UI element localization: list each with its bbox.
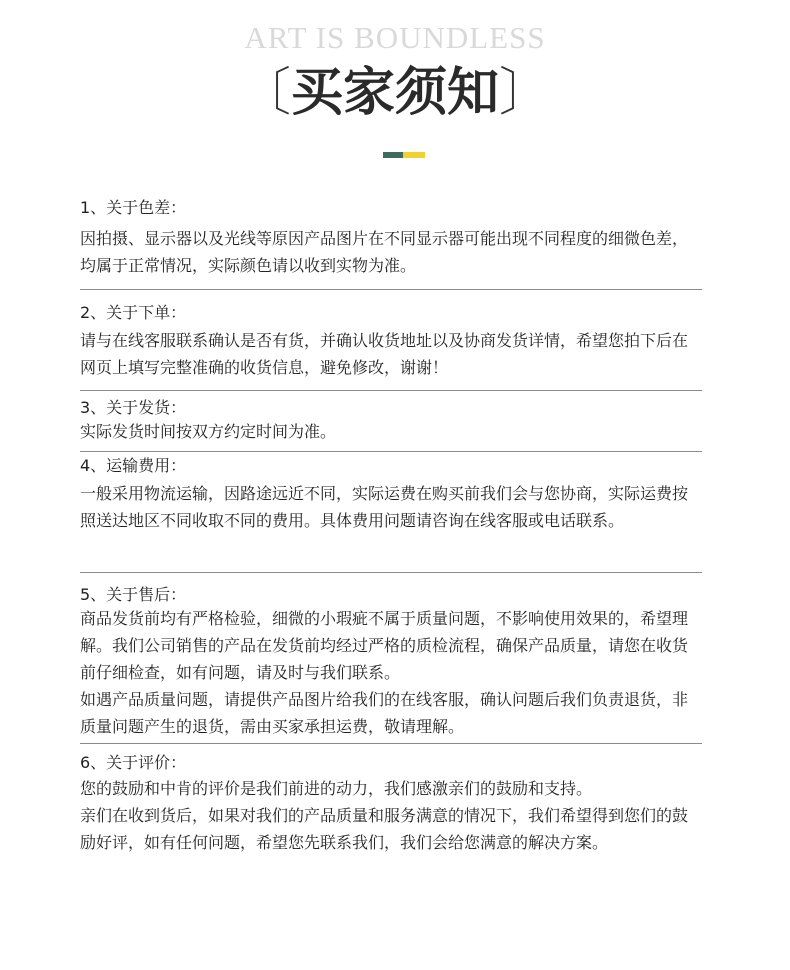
accent-green [383, 152, 403, 158]
section-paragraph: 商品发货前均有严格检验，细微的小瑕疵不属于质量问题，不影响使用效果的，希望理解。我们公司销售的产品在发货前均经过严格的质检流程，确保产品质量，请您在收货前仔细检查，如有问题，请及时与我们联系。 [80, 609, 689, 682]
section-heading: 2、关于下单： [80, 303, 187, 322]
divider [80, 743, 702, 744]
accent-yellow [403, 152, 425, 158]
section-heading: 6、关于评价： [80, 753, 187, 772]
section-paragraph: 一般采用物流运输，因路途远近不同，实际运费在购买前我们会与您协商，实际运费按照送达地区不同收取不同的费用。具体费用问题请咨询在线客服或电话联系。 [80, 484, 689, 530]
divider [80, 572, 702, 573]
section-shipping [80, 398, 702, 445]
section-heading: 5、关于售后： [80, 585, 187, 604]
section-paragraph: 您的鼓励和中肯的评价是我们前进的动力，我们感激亲们的鼓励和支持。 [80, 779, 593, 798]
title-bracket-left: 〔 [238, 63, 291, 123]
section-paragraph: 请与在线客服联系确认是否有货，并确认收货地址以及协商发货详情，希望您拍下后在网页上填写完整准确的收货信息，避免修改，谢谢！ [80, 331, 689, 377]
section-paragraph: 如遇产品质量问题，请提供产品图片给我们的在线客服，确认问题后我们负责退货，非质量问题产生的退货，需由买家承担运费，敬请理解。 [80, 690, 689, 736]
page-title [0, 58, 790, 128]
divider [80, 289, 702, 290]
header-subtitle: ART IS BOUNDLESS [244, 20, 546, 55]
section-color-difference [80, 198, 702, 279]
title-text: 买家须知 [290, 62, 499, 123]
section-paragraph: 因拍摄、显示器以及光线等原因产品图片在不同显示器可能出现不同程度的细微色差，均属于正常情况，实际颜色请以收到实物为准。 [80, 229, 689, 275]
section-reviews [80, 753, 702, 856]
section-ordering [80, 303, 702, 381]
section-heading: 3、关于发货： [80, 398, 187, 417]
title-bracket-right: 〕 [499, 63, 552, 123]
title-accent-bar [383, 152, 425, 158]
divider [80, 451, 702, 452]
divider [80, 390, 702, 391]
section-paragraph: 亲们在收到货后，如果对我们的产品质量和服务满意的情况下，我们希望得到您们的鼓励好评，如有任何问题，希望您先联系我们，我们会给您满意的解决方案。 [80, 806, 689, 852]
section-heading: 1、关于色差： [80, 198, 187, 217]
section-after-sales [80, 585, 702, 740]
section-heading: 4、运输费用： [80, 456, 187, 475]
section-paragraph: 实际发货时间按双方约定时间为准。 [80, 422, 337, 441]
section-shipping-cost [80, 456, 702, 534]
